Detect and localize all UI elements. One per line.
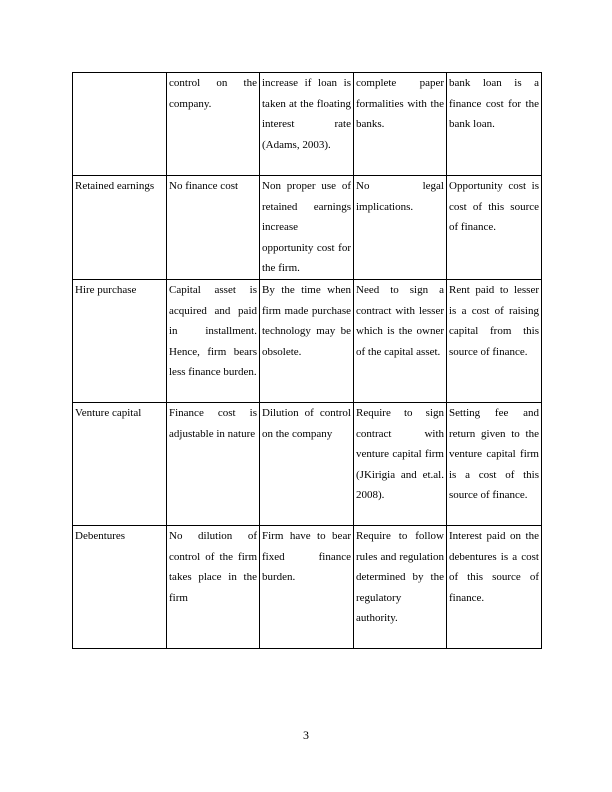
table-cell: Non proper use of retained earnings increase opportunity cost for the firm. [260,176,354,280]
finance-sources-table [72,72,542,649]
table-cell: complete paper formalities with the banks. [354,73,447,176]
table-cell: Finance cost is adjustable in nature [167,402,260,525]
table-cell: control on the company. [167,73,260,176]
table-cell: Firm have to bear fixed finance burden. [260,525,354,648]
table-row [73,525,542,648]
table-cell: Interest paid on the debentures is a cost of this source of finance. [447,525,542,648]
table-cell: By the time when firm made purchase technology may be obsolete. [260,279,354,402]
table-cell: Capital asset is acquired and paid in installment. Hence, firm bears less finance burden. [167,279,260,402]
table-cell: No finance cost [167,176,260,280]
table-row [73,176,542,280]
table-cell: Require to sign contract with venture capital firm (JKirigia and et.al. 2008). [354,402,447,525]
page-number: 3 [303,728,309,742]
table-cell: Venture capital [73,402,167,525]
table-cell: No dilution of control of the firm takes place in the firm [167,525,260,648]
table-cell: bank loan is a finance cost for the bank loan. [447,73,542,176]
table-cell: Opportunity cost is cost of this source of finance. [447,176,542,280]
table-row [73,73,542,176]
table-row [73,279,542,402]
table-cell: Rent paid to lesser is a cost of raising capital from this source of finance. [447,279,542,402]
table-row [73,402,542,525]
table-cell: No legal implications. [354,176,447,280]
table-cell: Debentures [73,525,167,648]
table-cell: Retained earnings [73,176,167,280]
table-cell [73,73,167,176]
table-cell: Dilution of control on the company [260,402,354,525]
table-cell: Need to sign a contract with lesser which is the owner of the capital asset. [354,279,447,402]
table-cell: Setting fee and return given to the venture capital firm is a cost of this source of finance. [447,402,542,525]
table-cell: increase if loan is taken at the floating interest rate (Adams, 2003). [260,73,354,176]
table-cell: Require to follow rules and regulation determined by the regulatory authority. [354,525,447,648]
table-cell: Hire purchase [73,279,167,402]
